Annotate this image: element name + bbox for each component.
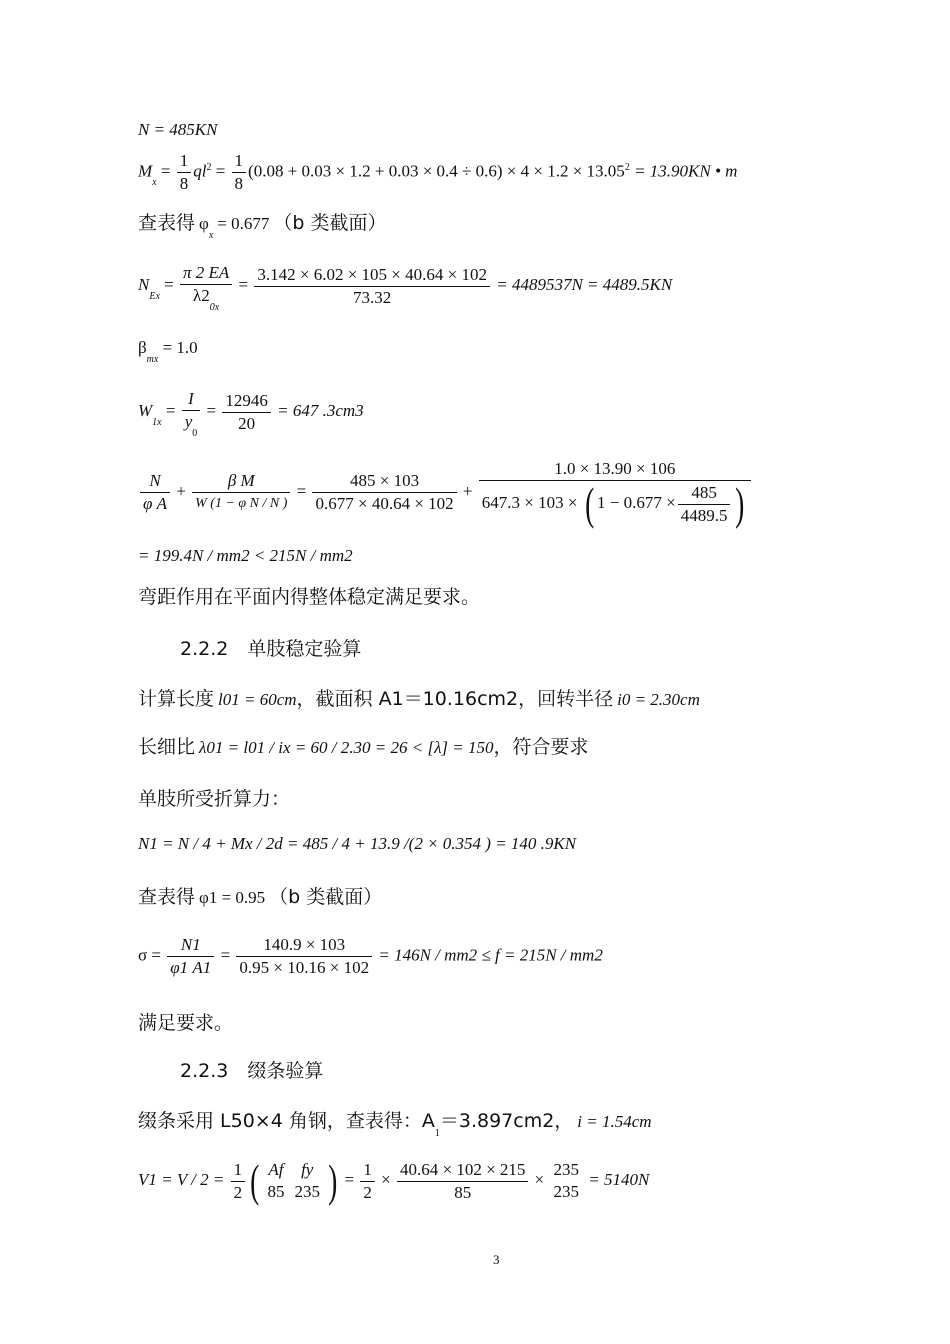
calc-len-math2: i0 = 2.30cm (617, 690, 700, 709)
v-half (231, 1159, 246, 1204)
single-force-text: 单肢所受折算力： (138, 788, 291, 810)
sigma-frac1-num: N1 (167, 934, 214, 957)
beta-symbol: β (138, 338, 147, 357)
v-in-a-den: 85 (267, 1182, 285, 1201)
conclusion2-text: 满足要求。 (138, 1012, 234, 1034)
slender-text2: ，符合要求 (493, 736, 589, 758)
phi-value: = 0.677 (217, 214, 270, 233)
st-frac-c-den: 0.677 × 40.64 × 102 (315, 494, 454, 513)
equation-axial-force (138, 120, 218, 140)
w-frac1-den-sub: 0 (192, 428, 198, 439)
section-heading-2-2-2 (180, 634, 361, 661)
stability-result (138, 546, 353, 566)
v-frac3 (551, 1159, 583, 1203)
lacing-sub: 1 (434, 1128, 440, 1139)
mx-ql: ql (193, 161, 207, 181)
mx-sq: 2 (206, 162, 212, 174)
slender-text: 长细比 (138, 736, 196, 758)
v-in-b-num: fy (301, 1160, 314, 1179)
slender-math: λ01 = l01 / ix = 60 / 2.30 = 26 < [λ] = 150 (199, 738, 494, 757)
h222-text: 2.2.2 单肢稳定验算 (180, 638, 362, 660)
equation-n1 (138, 834, 576, 854)
st-frac-b-den: W (1 − φ N / N ) (195, 496, 288, 511)
st-frac-d-inner-den: 4489.5 (680, 505, 728, 525)
slenderness-line (138, 732, 589, 759)
w-frac2 (222, 390, 271, 435)
nex-frac1-num: π 2 EA (180, 262, 232, 285)
sigma-frac1 (167, 934, 214, 979)
v-half-num: 1 (231, 1159, 246, 1182)
st-frac-b-num: β M (192, 470, 290, 493)
phi-symbol: φ (199, 214, 209, 233)
st-frac-b (192, 470, 290, 515)
sigma-result: = 146N / mm2 ≤ f = 215N / mm2 (378, 945, 603, 965)
beta-value: = 1.0 (162, 338, 198, 357)
page-number: 3 (493, 1252, 500, 1267)
mx-frac-num: 1 (177, 150, 192, 173)
v-frac2-den: 85 (454, 1182, 472, 1202)
equation-sigma: σ = $\frac{N1}{\varphi 1 A1}$ = $\frac{140.9 \times 103}{0.95 \times 10.16 \times 102}$ = 146N / mm2 ≤ f = 215N / mm2 (138, 935, 603, 977)
calc-len-text: 计算长度 (138, 688, 215, 710)
phi1-math: φ1 = 0.95 (199, 888, 266, 907)
equation-euler-force: $N_{Ex}$ = $\frac{\pi 2 EA}{\lambda 2_{0x}}$ = $\frac{3.142 \times 6.02 \times 105 \times 40.64 \times 102}{73.32}$ = 4489537N = 4489.5KN (138, 263, 673, 313)
mx-frac2-den: 8 (234, 174, 244, 193)
st-frac-d (479, 458, 751, 527)
v-in-a (264, 1159, 287, 1203)
st-frac-d-den-a: 647.3 × 103 × (481, 492, 578, 512)
st-frac-a (140, 470, 170, 515)
beta-line (138, 338, 198, 365)
st-frac-a-den: φ A (143, 494, 168, 513)
v-lhs: V1 = V / 2 = (138, 1169, 225, 1189)
mx-frac2 (232, 150, 247, 195)
equation-stability-check: $\frac{N}{\text{φ A}}$ + $\frac{\text{β M}}{\text{W (1 − φ N / N )}}$ = $\frac{485 \times 103}{0.677 \times 40.64 \times 102}$ + 1.0 × 13.90 × 106 647.3 × 103 × ( 1 − 0.677 × $\frac{485}{4489.5}$ ) (138, 458, 753, 527)
v-in-a-num: Af (268, 1160, 284, 1179)
mx-sq2: 2 (624, 162, 630, 174)
mx-frac-den: 8 (179, 174, 189, 193)
single-force-label (138, 784, 290, 811)
w-frac1-num: I (182, 388, 201, 411)
phi1-line (138, 882, 382, 909)
mx-symbol: M (138, 161, 153, 181)
lacing-math: i = 1.54cm (577, 1112, 652, 1131)
st-frac-d-num: 1.0 × 13.90 × 106 (479, 458, 751, 481)
calc-length-line (138, 684, 700, 711)
calc-len-math: l01 = 60cm (218, 690, 297, 709)
st-frac-d-den-b: 1 − 0.677 × (597, 492, 676, 512)
phi1-text: 查表得 (138, 886, 196, 908)
sigma-frac2-den: 0.95 × 10.16 × 102 (239, 958, 370, 977)
v-frac3-num: 235 (553, 1160, 580, 1179)
lacing-line (138, 1106, 652, 1139)
calc-len-text2: ，截面积 A1＝10.16cm2，回转半径 (296, 688, 614, 710)
eq-text: N = 485KN (138, 120, 218, 139)
nex-symbol: N (138, 274, 150, 294)
st-frac-d-inner (678, 482, 731, 527)
lacing-text: 缀条采用 L50×4 角钢，查表得：A (138, 1110, 435, 1132)
phi-note: （b 类截面） (273, 212, 387, 234)
w-result: = 647 .3cm3 (277, 400, 364, 420)
st-frac-c-num: 485 × 103 (312, 470, 456, 493)
v-in-b (291, 1159, 323, 1203)
st-result: = 199.4N / mm2 < 215N / mm2 (138, 546, 353, 565)
conclusion1-text: 弯距作用在平面内得整体稳定满足要求。 (138, 586, 481, 608)
st-frac-a-num: N (140, 470, 170, 493)
equation-shear: V1 = V / 2 = $\frac{1}{2}$ ( Af 85 fy 235 ) = $\frac{1}{2}$ × $\frac{40.64 \times 102 \times 215}{85}$ × 235 235 = 5140N (138, 1155, 650, 1206)
section-heading-2-2-3 (180, 1056, 323, 1083)
nex-sub: Ex (149, 290, 160, 302)
phi1-note: （b 类截面） (269, 886, 383, 908)
lacing-text2: ＝3.897cm2， (439, 1110, 574, 1132)
nex-frac1-den-sub: 0x (209, 302, 220, 313)
paren-right: ) (735, 478, 745, 529)
mx-sub: x (152, 177, 157, 189)
mx-expr: (0.08 + 0.03 × 1.2 + 0.03 × 0.4 ÷ 0.6) × 4 × 1.2 × 13.05 (248, 161, 625, 181)
sigma-frac2 (236, 934, 372, 979)
n1-math: N1 = N / 4 + Mx / 2d = 485 / 4 + 13.9 /(2 × 0.354 ) = 140 .9KN (138, 834, 577, 853)
sigma-frac1-den: φ1 A1 (170, 958, 212, 977)
nex-frac1-den: λ2 (193, 286, 210, 305)
mx-frac (177, 150, 192, 195)
paren-left: ( (584, 478, 594, 529)
w-symbol: W (138, 400, 153, 420)
w-frac2-den: 20 (238, 413, 256, 433)
h223-text: 2.2.3 缀条验算 (180, 1060, 324, 1082)
conclusion-in-plane (138, 582, 480, 609)
v-frac3-den: 235 (553, 1182, 580, 1201)
conclusion-single (138, 1008, 233, 1035)
nex-frac1 (180, 262, 232, 313)
phi-x-line (138, 208, 387, 241)
v-frac2-num: 40.64 × 102 × 215 (397, 1159, 528, 1182)
w-frac2-num: 12946 (222, 390, 271, 413)
v-half-den: 2 (233, 1182, 243, 1202)
phi-text: 查表得 (138, 212, 196, 234)
mx-result: = 13.90KN • m (634, 161, 738, 181)
v-half2-den: 2 (363, 1182, 372, 1202)
sigma-frac2-num: 140.9 × 103 (236, 934, 372, 957)
equation-section-modulus: $W_{1x}$ = $\frac{I}{y_0}$ = $\frac{12946}{20}$ = 647 .3cm3 (138, 389, 364, 439)
st-frac-c (312, 470, 456, 515)
mx-frac2-num: 1 (232, 150, 247, 173)
v-half2 (360, 1159, 375, 1204)
nex-result: = 4489537N = 4489.5KN (496, 274, 673, 294)
v-half2-num: 1 (360, 1159, 375, 1182)
beta-sub: mx (146, 354, 159, 365)
v-result: = 5140N (588, 1169, 650, 1189)
w-frac1-den: y (184, 412, 193, 431)
sigma-lhs: σ = (138, 945, 162, 965)
v-paren-left: ( (250, 1155, 260, 1206)
nex-frac2 (254, 264, 490, 309)
v-in-b-den: 235 (294, 1182, 320, 1201)
nex-frac2-num: 3.142 × 6.02 × 105 × 40.64 × 102 (254, 264, 490, 287)
equation-moment-mx: $M_x$ = $\frac{1}{8}$ $ql^2$ = $\frac{1}{8}$ $(0.08 + 0.03 \times 1.2 + 0.03 \times 0.4 \div 0.6) \times 4 \times 1.2 \times 13.05^2 = 13.90KN$ • m (138, 151, 738, 193)
phi-sub: x (208, 230, 214, 241)
st-frac-d-inner-num: 485 (678, 482, 731, 505)
w-frac1 (182, 388, 201, 439)
v-paren-right: ) (328, 1155, 338, 1206)
w-sub: 1x (152, 416, 162, 428)
v-frac2 (397, 1159, 528, 1204)
nex-frac2-den: 73.32 (353, 287, 392, 307)
